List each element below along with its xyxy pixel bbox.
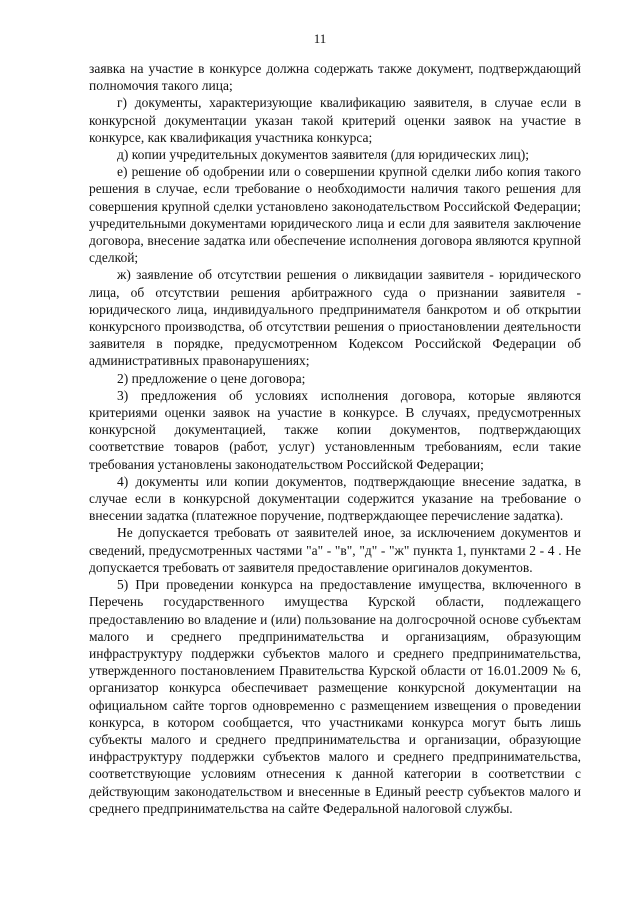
paragraph-item-3: 3) предложения об условиях исполнения договора, которые являются критериями оценки заявок на участие в конкурсе. В случаях, предусмотренных конкурсной документацией, также копии документов, подтверждающих соответствие товаров (работ, услуг) установленным требованиям, если такие требования установлены законодательством Российской Федерации; <box>89 387 581 472</box>
paragraph-item-e: е) решение об одобрении или о совершении крупной сделки либо копия такого решения в случае, если требование о необходимости наличия такого решения для совершения крупной сделки установлено законодательством Российской Федерации; учредительными документами юридического лица и если для заявителя заключение договора, внесение задатка или обеспечение исполнения договора являются крупной сделкой; <box>89 164 581 266</box>
paragraph-item-zh: ж) заявление об отсутствии решения о ликвидации заявителя - юридического лица, об отсутствии решения арбитражного суда о признании заявителя - юридического лица, индивидуального предпринимателя банкротом и об открытии конкурсного производства, об отсутствии решения о приостановлении деятельности заявителя в порядке, предусмотренном Кодексом Российской Федерации об административных правонарушениях; <box>89 267 581 369</box>
paragraph-item-g: г) документы, характеризующие квалификацию заявителя, в случае если в конкурсной документации указан такой критерий оценки заявок на участие в конкурсе, как квалификация участника конкурса; <box>89 95 581 145</box>
paragraph-item-d: д) копии учредительных документов заявителя (для юридических лиц); <box>117 147 529 163</box>
paragraph-restrictions: Не допускается требовать от заявителей иное, за исключением документов и сведений, предусмотренных частями "а" - "в", "д" - "ж" пункта 1, пунктами 2 - 4 . Не допускается требовать от заявителя предоставление оригиналов документов. <box>89 525 581 575</box>
paragraph-application-authority: заявка на участие в конкурсе должна содержать также документ, подтверждающий полномочия такого лица; <box>89 61 581 94</box>
paragraph-item-4: 4) документы или копии документов, подтверждающие внесение задатка, в случае если в конкурсной документации содержится указание на требование о внесении задатка (платежное поручение, подтверждающее перечисление задатка). <box>89 473 581 524</box>
document-body <box>89 60 581 817</box>
paragraph-item-5: 5) При проведении конкурса на предоставление имущества, включенного в Перечень государственного имущества Курской области, подлежащего предоставлению во владение и (или) пользование на долгосрочной основе субъектам малого и среднего предпринимательства и организациям, образующим инфраструктуру поддержки субъектов малого и среднего предпринимательства, утвержденного постановлением Правительства Курской области от 16.01.2009 № 6, организатор конкурса обеспечивает размещение конкурсной документации на официальном сайте торгов одновременно с размещением извещения о проведении конкурса, в котором сообщается, что участниками конкурса могут быть лишь субъекты малого и среднего предпринимательства и организации, образующие инфраструктуру поддержки субъектов малого и среднего предпринимательства, соответствующие условиям отнесения к данной категории в соответствии с действующим законодательством и внесенные в Единый реестр субъектов малого и среднего предпринимательства на сайте Федеральной налоговой службы. <box>89 577 581 816</box>
page-number: 11 <box>313 31 327 46</box>
paragraph-item-2: 2) предложение о цене договора; <box>117 370 306 386</box>
